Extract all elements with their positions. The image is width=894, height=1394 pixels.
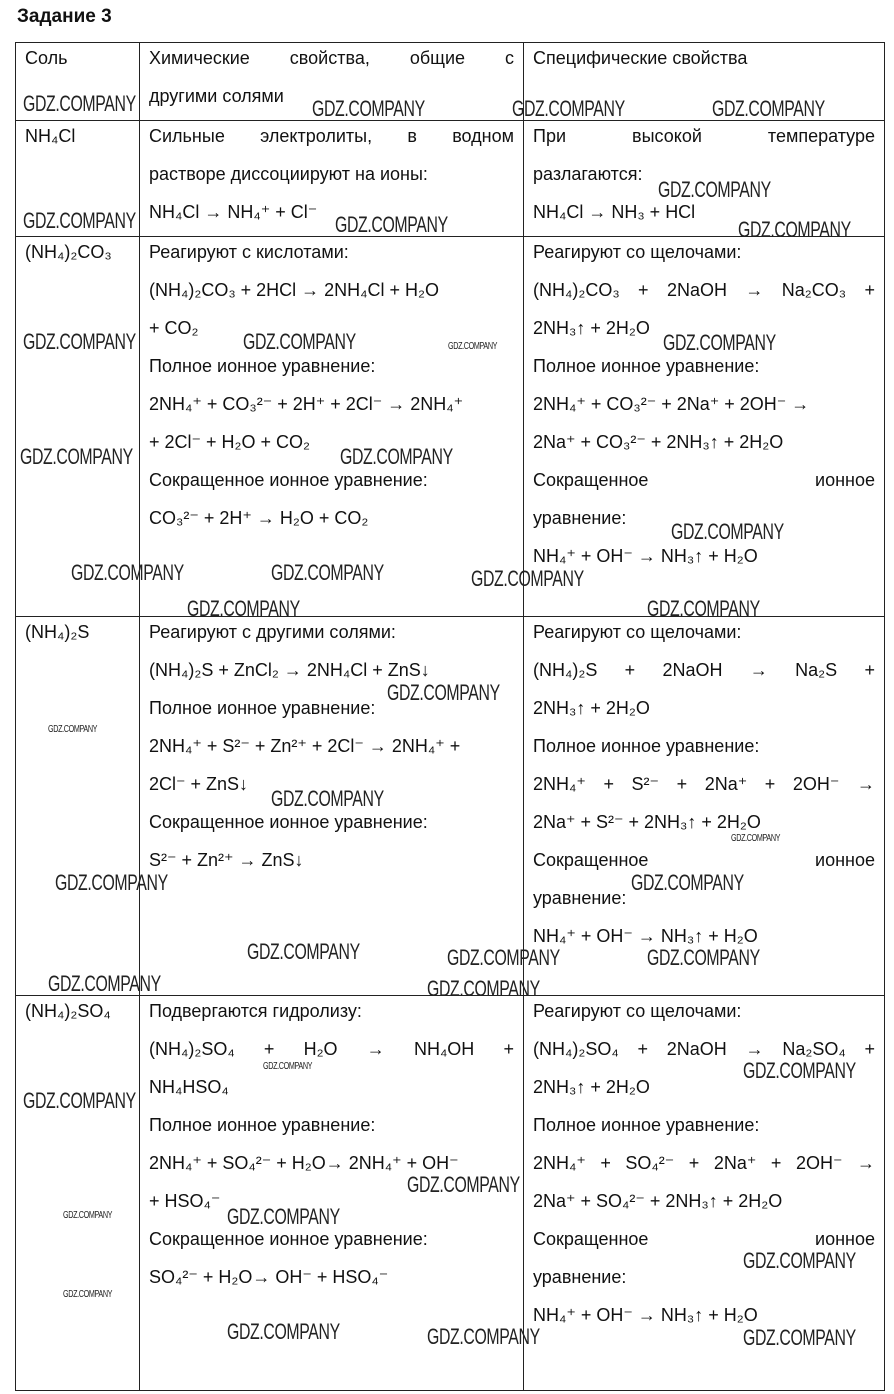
cell-line: 2NH₄⁺ + SO₄²⁻ + 2Na⁺ + 2OH⁻ → [533,1153,875,1173]
cell-line: Сильные электролиты, в водном [149,126,514,146]
cell-line: Реагируют со щелочами: [533,622,742,642]
cell-line: Полное ионное уравнение: [533,356,760,376]
watermark-text: GDZ.COMPANY [20,444,133,469]
cell-line: Сокращенное ионное [533,470,875,490]
cell-line: Сокращенное ионное уравнение: [149,1229,428,1249]
cell-line: Полное ионное уравнение: [149,1115,376,1135]
cell-line: Полное ионное уравнение: [533,1115,760,1135]
cell-line: (NH₄)₂CO₃ + 2NaOH → Na₂CO₃ + [533,280,875,300]
cell-line: S²⁻ + Zn²⁺ → ZnS↓ [149,850,304,870]
cell-line: (NH₄)₂CO₃ + 2HCl → 2NH₄Cl + H₂O [149,280,440,300]
cell-line: (NH₄)₂SO₄ + 2NaOH → Na₂SO₄ + [533,1039,875,1059]
cell-line: Специфические свойства [533,48,748,68]
watermark-text: GDZ.COMPANY [63,1210,113,1221]
cell-line: + 2Cl⁻ + H₂O + CO₂ [149,432,311,452]
cell-line: 2NH₄⁺ + CO₃²⁻ + 2H⁺ + 2Cl⁻ → 2NH₄⁺ [149,394,464,414]
cell-line: уравнение: [533,1267,627,1287]
watermark-text: GDZ.COMPANY [312,96,425,121]
watermark-text: GDZ.COMPANY [340,444,453,469]
cell-line: NH₄⁺ + OH⁻ → NH₃↑ + H₂O [533,546,758,566]
watermark-text: GDZ.COMPANY [271,786,384,811]
cell-line: (NH₄)₂SO₄ + H₂O → NH₄OH + [149,1039,514,1059]
watermark-text: GDZ.COMPANY [447,945,560,970]
cell-line: SO₄²⁻ + H₂O→ OH⁻ + HSO₄⁻ [149,1267,389,1287]
common-properties-cell [140,121,524,237]
cell-line: Подвергаются гидролизу: [149,1001,362,1021]
cell-line: (NH₄)₂S [25,622,90,642]
cell-line: Полное ионное уравнение: [149,356,376,376]
cell-line: Полное ионное уравнение: [533,736,760,756]
cell-line: NH₄Cl → NH₃ + HCl [533,202,696,222]
cell-line: 2NH₄⁺ + SO₄²⁻ + H₂O→ 2NH₄⁺ + OH⁻ [149,1153,459,1173]
cell-line: (NH₄)₂S + ZnCl₂ → 2NH₄Cl + ZnS↓ [149,660,430,680]
cell-line: NH₄⁺ + OH⁻ → NH₃↑ + H₂O [533,926,758,946]
watermark-text: GDZ.COMPANY [23,1088,136,1113]
cell-line: разлагаются: [533,164,643,184]
specific-properties-cell [524,617,885,996]
cell-line: (NH₄)₂CO₃ [25,242,112,262]
cell-line: 2NH₃↑ + 2H₂O [533,318,650,338]
watermark-text: GDZ.COMPANY [247,939,360,964]
watermark-text: GDZ.COMPANY [671,519,784,544]
watermark-text: GDZ.COMPANY [227,1204,340,1229]
cell-line: Реагируют с другими солями: [149,622,396,642]
cell-line: CO₃²⁻ + 2H⁺ → H₂O + CO₂ [149,508,369,528]
watermark-text: GDZ.COMPANY [647,596,760,621]
cell-line: уравнение: [533,888,627,908]
watermark-text: GDZ.COMPANY [55,870,168,895]
watermark-text: GDZ.COMPANY [712,96,825,121]
watermark-text: GDZ.COMPANY [23,91,136,116]
watermark-text: GDZ.COMPANY [23,208,136,233]
cell-line: другими солями [149,86,284,106]
watermark-text: GDZ.COMPANY [743,1325,856,1350]
watermark-text: GDZ.COMPANY [471,566,584,591]
watermark-text: GDZ.COMPANY [743,1058,856,1083]
watermark-text: GDZ.COMPANY [63,1289,113,1300]
cell-line: 2NH₄⁺ + S²⁻ + 2Na⁺ + 2OH⁻ → [533,774,875,794]
cell-line: + HSO₄⁻ [149,1191,221,1211]
table-row [16,617,885,996]
cell-line: Сокращенное ионное [533,1229,875,1249]
cell-line: Сокращенное ионное [533,850,875,870]
watermark-text: GDZ.COMPANY [48,724,98,735]
watermark-text: GDZ.COMPANY [335,212,448,237]
watermark-text: GDZ.COMPANY [387,680,500,705]
cell-line: Сокращенное ионное уравнение: [149,470,428,490]
cell-line: NH₄Cl → NH₄⁺ + Cl⁻ [149,202,318,222]
watermark-text: GDZ.COMPANY [512,96,625,121]
watermark-text: GDZ.COMPANY [658,177,771,202]
watermark-text: GDZ.COMPANY [407,1172,520,1197]
watermark-text: GDZ.COMPANY [227,1319,340,1344]
watermark-text: GDZ.COMPANY [663,330,776,355]
cell-line: (NH₄)₂SO₄ [25,1001,111,1021]
watermark-text: GDZ.COMPANY [243,329,356,354]
cell-line: NH₄⁺ + OH⁻ → NH₃↑ + H₂O [533,1305,758,1325]
cell-line: 2Na⁺ + SO₄²⁻ + 2NH₃↑ + 2H₂O [533,1191,783,1211]
watermark-text: GDZ.COMPANY [743,1248,856,1273]
cell-line: 2Cl⁻ + ZnS↓ [149,774,249,794]
task-title: Задание 3 [17,6,112,27]
cell-line: Сокращенное ионное уравнение: [149,812,428,832]
salt-cell [16,617,140,996]
cell-line: 2NH₃↑ + 2H₂O [533,1077,650,1097]
watermark-text: GDZ.COMPANY [48,971,161,996]
cell-line: 2NH₃↑ + 2H₂O [533,698,650,718]
cell-line: (NH₄)₂S + 2NaOH → Na₂S + [533,660,875,680]
watermark-text: GDZ.COMPANY [738,217,851,242]
cell-line: 2NH₄⁺ + CO₃²⁻ + 2Na⁺ + 2OH⁻ → [533,394,810,414]
cell-line: NH₄Cl [25,126,76,146]
cell-line: уравнение: [533,508,627,528]
cell-line: Реагируют с кислотами: [149,242,349,262]
watermark-text: GDZ.COMPANY [427,1324,540,1349]
watermark-text: GDZ.COMPANY [263,1061,313,1072]
watermark-text: GDZ.COMPANY [187,596,300,621]
cell-line: 2Na⁺ + S²⁻ + 2NH₃↑ + 2H₂O [533,812,761,832]
specific-properties-cell [524,237,885,617]
cell-line: 2NH₄⁺ + S²⁻ + Zn²⁺ + 2Cl⁻ → 2NH₄⁺ + [149,736,461,756]
watermark-text: GDZ.COMPANY [427,976,540,1001]
watermark-text: GDZ.COMPANY [647,945,760,970]
watermark-text: GDZ.COMPANY [448,341,498,352]
cell-line: NH₄HSO₄ [149,1077,229,1097]
salt-cell [16,996,140,1391]
watermark-text: GDZ.COMPANY [271,560,384,585]
cell-line: + CO₂ [149,318,199,338]
cell-line: Соль [25,48,68,68]
watermark-text: GDZ.COMPANY [631,870,744,895]
watermark-text: GDZ.COMPANY [71,560,184,585]
cell-line: 2Na⁺ + CO₃²⁻ + 2NH₃↑ + 2H₂O [533,432,784,452]
watermark-text: GDZ.COMPANY [23,329,136,354]
cell-line: Полное ионное уравнение: [149,698,376,718]
cell-line: При высокой температуре [533,126,875,146]
cell-line: Реагируют со щелочами: [533,1001,742,1021]
cell-line: Химические свойства, общие с [149,48,514,68]
cell-line: Реагируют со щелочами: [533,242,742,262]
cell-line: растворе диссоциируют на ионы: [149,164,428,184]
watermark-text: GDZ.COMPANY [731,833,781,844]
